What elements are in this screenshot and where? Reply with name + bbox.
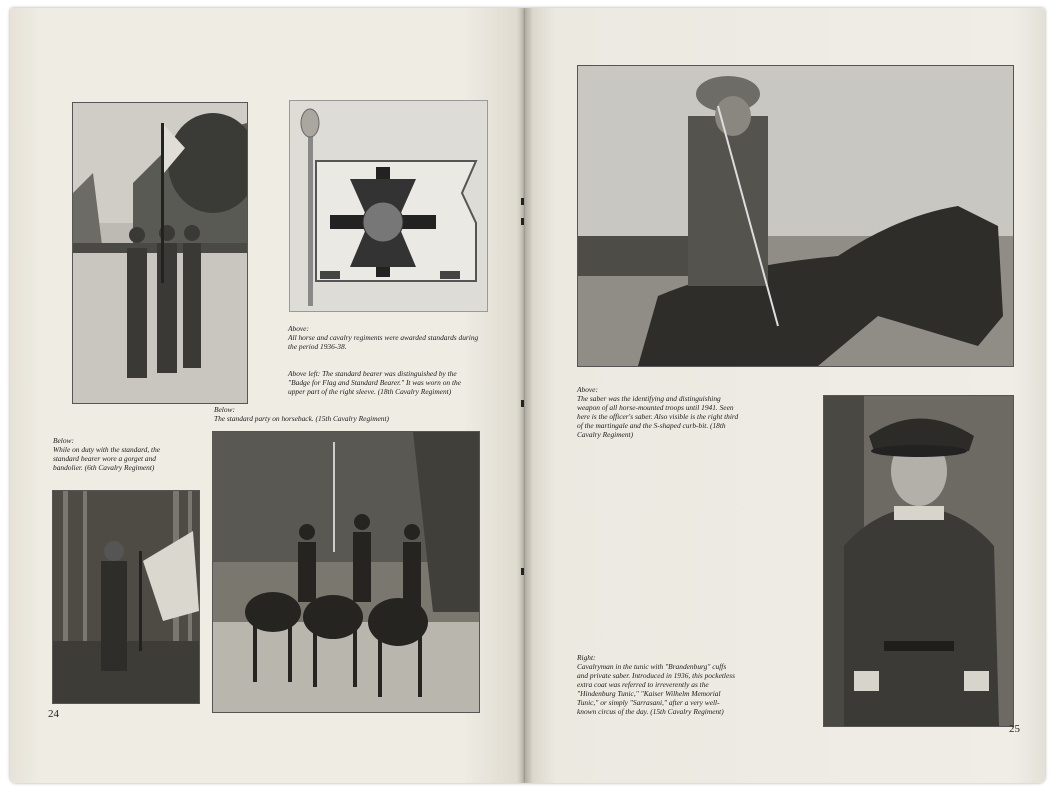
caption-above-left-2: "Badge for Flag and Standard Bearer." It was worn on the	[288, 378, 461, 387]
caption-right-2: Cavalryman in the tunic with "Brandenburg" cuffs	[577, 662, 727, 671]
caption-right-above-5: of the martingale and the S-shaped curb-bit. (18th	[577, 421, 726, 430]
caption-below-left-1: Below:	[53, 436, 74, 445]
book-gutter-shadow	[517, 8, 533, 783]
caption-right-above-2: The saber was the identifying and distinguishing	[577, 394, 721, 403]
page-number-right: 25	[1009, 723, 1020, 735]
caption-below-left-4: bandolier. (6th Cavalry Regiment)	[53, 463, 155, 472]
caption-right-above-6: Cavalry Regiment)	[577, 430, 634, 439]
caption-right-4: extra coat was referred to irreverently as the	[577, 680, 709, 689]
caption-right-above-4: here is the officer's saber. Also visible is the right third	[577, 412, 739, 421]
binding-staple	[521, 198, 524, 205]
caption-right-6: Tunic," or simply "Sarrasani," after a very well-	[577, 698, 720, 707]
photo-cavalryman-portrait	[823, 395, 1014, 727]
caption-right-5: "Hindenburg Tunic," "Kaiser Wilhelm Memorial	[577, 689, 721, 698]
open-book	[10, 8, 1050, 788]
binding-staple	[521, 568, 524, 575]
caption-above-2: All horse and cavalry regiments were awarded standards during	[288, 333, 479, 342]
caption-below-right-2: The standard party on horseback. (15th Cavalry Regiment)	[214, 414, 390, 423]
caption-above-3: the period 1936-38.	[288, 342, 347, 351]
caption-below-right-1: Below:	[214, 405, 235, 414]
caption-above-left-3: upper part of the right sleeve. (18th Cavalry Regiment)	[288, 387, 452, 396]
caption-right-7: known circus of the day. (15th Cavalry Regiment)	[577, 707, 724, 716]
caption-right-above-1: Above:	[577, 385, 598, 394]
photo-standard-bearer-party	[72, 102, 248, 404]
caption-below-left-3: standard bearer wore a gorget and	[53, 454, 156, 463]
page-number-left: 24	[48, 708, 59, 720]
binding-staple	[521, 400, 524, 407]
caption-right-1: Right:	[577, 653, 596, 662]
caption-above-left-1: Above left: The standard bearer was distinguished by the	[288, 369, 457, 378]
left-page	[10, 8, 525, 783]
caption-right-3: and private saber. Introduced in 1936, this pocketless	[577, 671, 735, 680]
caption-right-above-3: weapon of all horse-mounted troops until 1941. Seen	[577, 403, 734, 412]
caption-below-left-2: While on duty with the standard, the	[53, 445, 161, 454]
right-page	[525, 8, 1045, 783]
caption-above-1: Above:	[288, 324, 309, 333]
photo-bearer-forest	[52, 490, 200, 704]
photo-standard-party-horseback	[212, 431, 480, 713]
photo-cavalry-standard-flag	[289, 100, 488, 312]
photo-mounted-officer-saber	[577, 65, 1014, 367]
binding-staple	[521, 218, 524, 225]
